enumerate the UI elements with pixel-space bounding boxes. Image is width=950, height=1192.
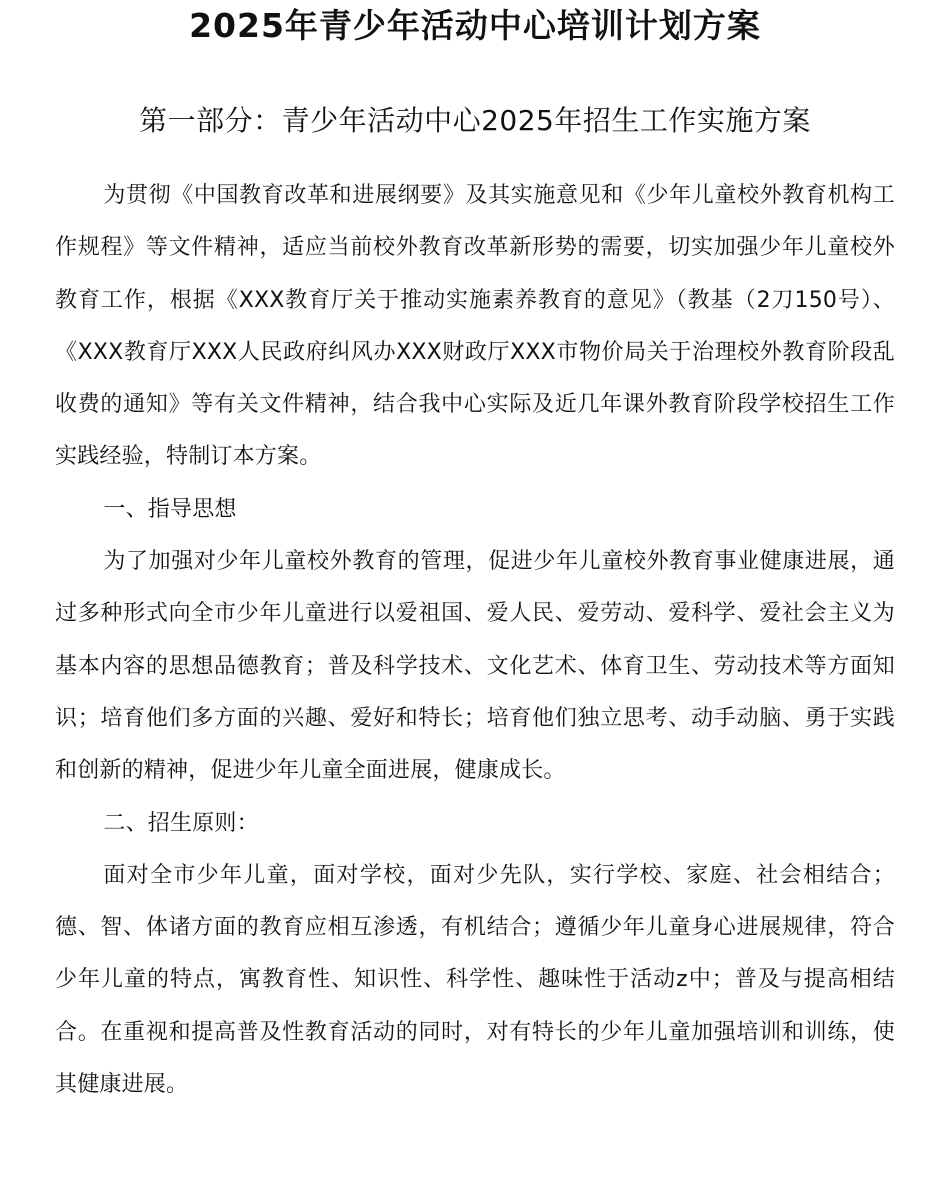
heading-guiding-ideology: 一、指导思想 bbox=[103, 496, 237, 522]
paragraph-guiding-ideology: 为了加强对少年儿童校外教育的管理，促进少年儿童校外教育事业健康进展，通过多种形式向全市少年儿童进行以爱祖国、爱人民、爱劳动、爱科学、爱社会主义为基本内容的思想品德教育；普及科学技术、文化艺术、体育卫生、劳动技术等方面知识；培育他们多方面的兴趣、爱好和特长；培育他们独立思考、动手动脑、勇于实践和创新的精神，促进少年儿童全面进展，健康成长。 bbox=[55, 549, 895, 784]
paragraph-enrollment-principles: 面对全市少年儿童，面对学校，面对少先队，实行学校、家庭、社会相结合；德、智、体诸方面的教育应相互渗透，有机结合；遵循少年儿童身心进展规律，符合少年儿童的特点，寓教育性、知识性、科学性、趣味性于活动z中；普及与提高相结合。在重视和提高普及性教育活动的同时，对有特长的少年儿童加强培训和训练，使其健康进展。 bbox=[55, 862, 895, 1098]
paragraph-intro: 为贯彻《中国教育改革和进展纲要》及其实施意见和《少年儿童校外教育机构工作规程》等文件精神，适应当前校外教育改革新形势的需要，切实加强少年儿童校外教育工作，根据《XXX教育厅关于推动实施素养教育的意见》（教基（2刀150号）、《XXX教育厅XXX人民政府纠风办XXX财政厅XXX市物价局关于治理校外教育阶段乱收费的通知》等有关文件精神，结合我中心实际及近几年课外教育阶段学校招生工作实践经验，特制订本方案。 bbox=[55, 183, 895, 470]
section-title: 第一部分：青少年活动中心2025年招生工作实施方案 bbox=[139, 104, 811, 137]
heading-enrollment-principles: 二、招生原则： bbox=[103, 810, 259, 836]
document-body bbox=[55, 170, 895, 1111]
document-title: 2025年青少年活动中心培训计划方案 bbox=[189, 6, 761, 45]
